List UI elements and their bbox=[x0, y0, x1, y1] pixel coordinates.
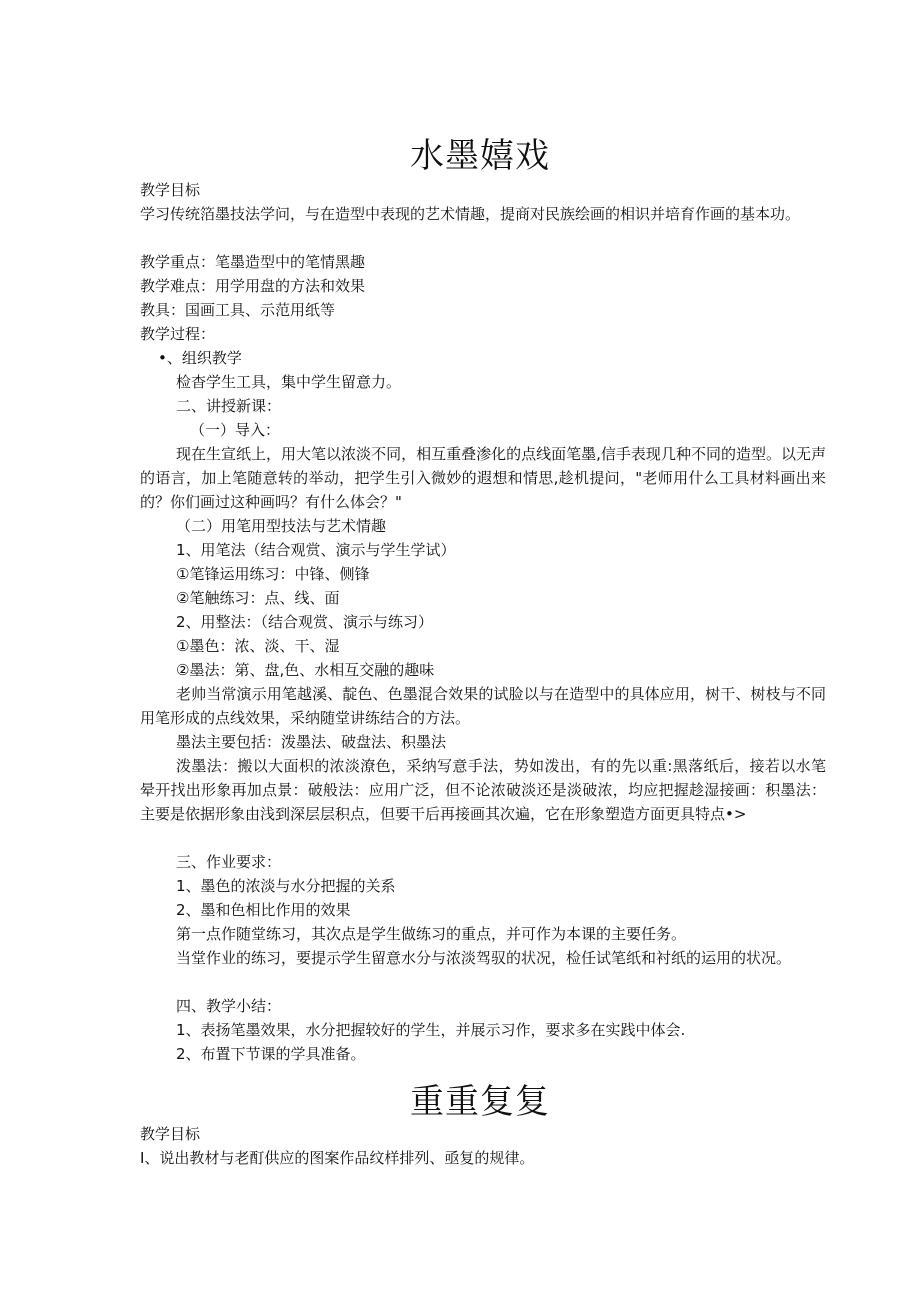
objective-paragraph bbox=[140, 202, 826, 226]
homework-item-2: 2、墨和色相比作用的效果 bbox=[176, 901, 351, 919]
step-organize-text: 检杳学生工具，集中学生留意力。 bbox=[176, 373, 402, 391]
brush-method-1a: ①笔锋运用练习：中锋、侧锋 bbox=[176, 565, 370, 583]
objective-item-1: I、说出教材与老酊供应的图案作品纹样排列、亟复的规律。 bbox=[140, 1149, 535, 1167]
brush-method-2a: ①墨色：浓、淡、干、湿 bbox=[176, 637, 340, 655]
lesson-title-2: 重重复复 bbox=[410, 1082, 550, 1122]
objective-heading-2: 教学目标 bbox=[140, 1125, 201, 1143]
brush-method-1b: ②笔触练习：点、线、面 bbox=[176, 589, 340, 607]
brush-heading: （二）用笔用型技法与艺术情趣 bbox=[176, 517, 387, 535]
intro-paragraph bbox=[140, 442, 826, 514]
demo-text: 老帅当常演示用笔越溪、靛色、色墨混合效果的试脸以与在造型中的具体应用，树干、树枝与不同用笔形成的点线效果，采纳随堂讲练结合的方法。 bbox=[140, 685, 826, 727]
brush-method-1: 1、用笔法（结合观赏、演示与学生学试） bbox=[176, 541, 456, 559]
homework-note: 第一点作随堂练习，其次点是学生做练习的重点，并可作为本课的主要任务。 bbox=[176, 925, 687, 943]
brush-method-2: 2、用整法：（结合观赏、演示与练习） bbox=[176, 613, 434, 631]
step-organize: •、组织教学 bbox=[158, 349, 242, 367]
summary-item-2: 2、布置下节课的学具准备。 bbox=[176, 1045, 366, 1063]
tools: 教具：国画工具、示范用纸等 bbox=[140, 301, 336, 319]
step-teach: 二、讲授新课： bbox=[176, 397, 282, 415]
intro-text: 现在生宣纸上，用大笔以浓淡不同，相互重叠渗化的点线面笔墨,信手表现几种不同的造型。以无声的语言，加上笔随意转的举动，把学生引入微妙的遐想和情思,趁机提问，"老师用什么工具材料画出来的？你们画过这种画吗？有什么体会？" bbox=[140, 445, 826, 511]
summary-item-1: 1、表扬笔墨效果，水分把握较好的学生，并展示习作，要求多在实践中体会. bbox=[176, 1021, 686, 1039]
difficulty: 教学难点：用学用盘的方法和效果 bbox=[140, 277, 366, 295]
homework-heading: 三、作业要求： bbox=[176, 853, 282, 871]
homework-advice-text: 当堂作业的练习，要提示学生留意水分与浓淡驾驭的状况，检任试笔纸和衬纸的运用的状况。 bbox=[176, 949, 792, 967]
ink-detail-text: 泼墨法：搬以大面枳的浓淡潦色，采纳写意手法，势如泼出，有的先以重:黑落纸后，接若以水笔晕开找出形象再加点景：破般法：应用广泛，但不论浓破淡还是淡破浓，均应把握趁湿接画：积墨法：主要是依据形象由浅到深层层积点，但要干后再接画其次遍，它在形象塑造方面更具特点•> bbox=[140, 757, 826, 823]
ink-methods: 墨法主要包括：泼墨法、破盘法、积墨法 bbox=[176, 733, 447, 751]
brush-method-2b: ②墨法：第、盘,色、水相互交融的趣味 bbox=[176, 661, 435, 679]
objective-text: 学习传统箔墨技法学问，与在造型中表现的艺术情趣，提商对民族绘画的相识并培育作画的基本功。 bbox=[140, 205, 801, 223]
summary-heading: 四、教学小结： bbox=[176, 997, 282, 1015]
process-heading: 教学过程： bbox=[140, 325, 216, 343]
demo-paragraph bbox=[140, 682, 826, 730]
intro-heading: （一）导入： bbox=[190, 421, 281, 439]
homework-item-1: 1、墨色的浓淡与水分把握的关系 bbox=[176, 877, 396, 895]
objective-heading: 教学目标 bbox=[140, 181, 201, 199]
lesson-title: 水墨嬉戏 bbox=[410, 136, 550, 176]
homework-advice-paragraph bbox=[140, 946, 826, 970]
ink-detail-paragraph bbox=[140, 754, 826, 826]
key-point: 教学重点：笔墨造型中的笔情黑趣 bbox=[140, 253, 366, 271]
